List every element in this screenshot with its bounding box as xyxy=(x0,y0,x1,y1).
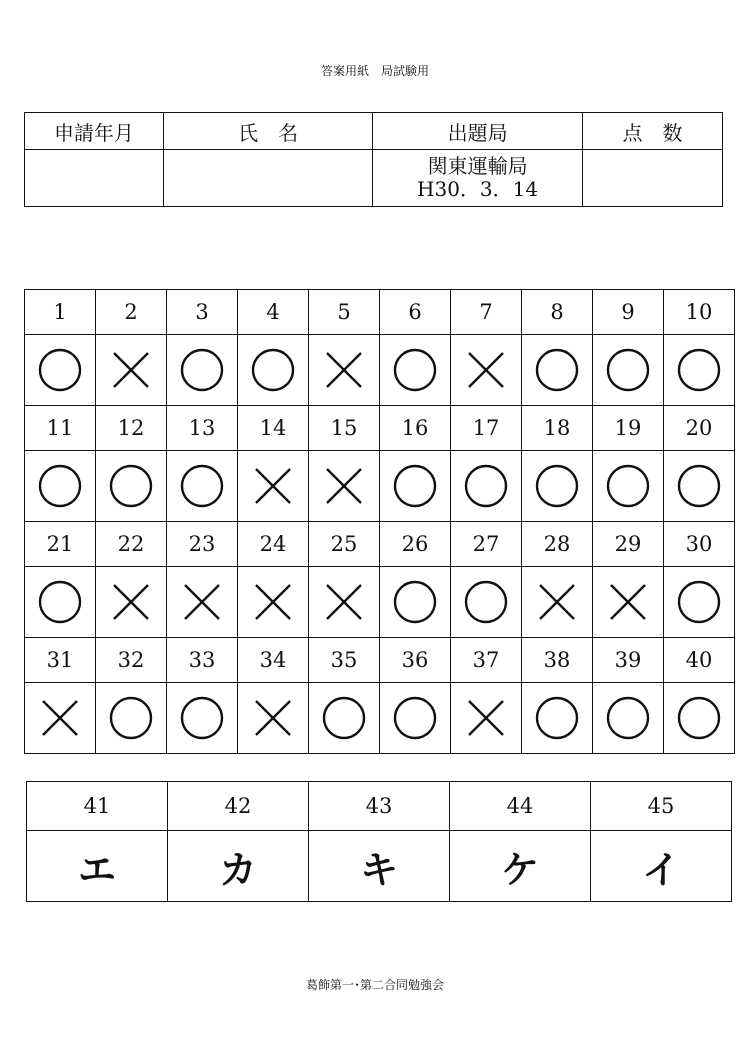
kana-question-number: 44 xyxy=(450,782,591,831)
circle-mark-icon xyxy=(30,572,90,632)
question-number: 38 xyxy=(522,638,593,683)
answer-cell[interactable] xyxy=(380,567,451,638)
answer-cell[interactable] xyxy=(238,683,309,754)
circle-mark-icon xyxy=(598,456,658,516)
answer-cell[interactable] xyxy=(593,683,664,754)
question-number: 4 xyxy=(238,290,309,335)
circle-mark-icon xyxy=(314,688,374,748)
circle-mark-icon xyxy=(385,456,445,516)
answer-cell[interactable] xyxy=(522,451,593,522)
question-number: 17 xyxy=(451,406,522,451)
footer-credit: 葛飾第一･第二合同勉強会 xyxy=(305,978,444,992)
question-number: 31 xyxy=(25,638,96,683)
circle-mark-icon xyxy=(669,456,729,516)
kana-answer-cell[interactable]: エ xyxy=(27,831,168,902)
bureau-name: 関東運輸局 xyxy=(427,154,528,178)
answer-mark-row xyxy=(25,451,735,522)
circle-mark-icon xyxy=(527,456,587,516)
issuing-bureau-value xyxy=(373,150,583,207)
cross-mark-icon xyxy=(243,572,303,632)
answer-mark-row xyxy=(25,567,735,638)
question-number: 18 xyxy=(522,406,593,451)
answer-cell[interactable] xyxy=(25,567,96,638)
question-number: 29 xyxy=(593,522,664,567)
application-month-field[interactable] xyxy=(25,150,164,207)
circle-mark-icon xyxy=(172,688,232,748)
answer-cell[interactable] xyxy=(593,451,664,522)
circle-mark-icon xyxy=(669,688,729,748)
question-number: 15 xyxy=(309,406,380,451)
circle-mark-icon xyxy=(243,340,303,400)
answer-cell[interactable] xyxy=(664,683,735,754)
circle-mark-icon xyxy=(172,340,232,400)
question-number: 33 xyxy=(167,638,238,683)
kana-question-number: 41 xyxy=(27,782,168,831)
question-number: 13 xyxy=(167,406,238,451)
question-number: 5 xyxy=(309,290,380,335)
answer-cell[interactable] xyxy=(238,567,309,638)
circle-mark-icon xyxy=(30,340,90,400)
question-number: 26 xyxy=(380,522,451,567)
circle-mark-icon xyxy=(172,456,232,516)
cross-mark-icon xyxy=(243,456,303,516)
answer-cell[interactable] xyxy=(25,335,96,406)
cross-mark-icon xyxy=(101,572,161,632)
answer-cell[interactable] xyxy=(451,683,522,754)
question-number: 7 xyxy=(451,290,522,335)
question-number-row xyxy=(25,638,735,683)
label-name: 氏 名 xyxy=(163,113,372,150)
circle-mark-icon xyxy=(456,456,516,516)
question-number: 2 xyxy=(96,290,167,335)
question-number: 1 xyxy=(25,290,96,335)
applicant-info-table xyxy=(24,112,723,207)
cross-mark-icon xyxy=(243,688,303,748)
question-number: 28 xyxy=(522,522,593,567)
answer-cell[interactable] xyxy=(451,451,522,522)
true-false-answer-grid xyxy=(24,289,735,754)
score-field[interactable] xyxy=(582,150,722,207)
circle-mark-icon xyxy=(30,456,90,516)
answer-cell[interactable] xyxy=(380,335,451,406)
answer-cell[interactable] xyxy=(664,335,735,406)
answer-cell[interactable] xyxy=(167,335,238,406)
answer-cell[interactable] xyxy=(664,451,735,522)
kana-question-number: 42 xyxy=(168,782,309,831)
kana-question-number: 45 xyxy=(591,782,732,831)
answer-cell[interactable] xyxy=(593,335,664,406)
question-number: 16 xyxy=(380,406,451,451)
answer-mark-row xyxy=(25,335,735,406)
circle-mark-icon xyxy=(669,572,729,632)
answer-cell[interactable] xyxy=(380,451,451,522)
question-number-row xyxy=(25,522,735,567)
question-number: 11 xyxy=(25,406,96,451)
answer-cell[interactable] xyxy=(25,451,96,522)
answer-cell[interactable] xyxy=(309,683,380,754)
kana-number-row xyxy=(27,782,732,831)
answer-cell[interactable] xyxy=(451,335,522,406)
circle-mark-icon xyxy=(385,340,445,400)
answer-cell[interactable] xyxy=(167,451,238,522)
answer-cell[interactable] xyxy=(451,567,522,638)
answer-cell[interactable] xyxy=(522,683,593,754)
answer-cell[interactable] xyxy=(167,683,238,754)
answer-cell[interactable] xyxy=(309,335,380,406)
circle-mark-icon xyxy=(385,688,445,748)
answer-cell[interactable] xyxy=(380,683,451,754)
question-number: 36 xyxy=(380,638,451,683)
question-number: 20 xyxy=(664,406,735,451)
circle-mark-icon xyxy=(598,688,658,748)
question-number: 37 xyxy=(451,638,522,683)
question-number: 35 xyxy=(309,638,380,683)
question-number: 25 xyxy=(309,522,380,567)
cross-mark-icon xyxy=(527,572,587,632)
circle-mark-icon xyxy=(527,688,587,748)
answer-cell[interactable] xyxy=(96,451,167,522)
circle-mark-icon xyxy=(456,572,516,632)
katakana-answer-table xyxy=(26,781,732,902)
label-application-month: 申請年月 xyxy=(25,113,164,150)
question-number: 6 xyxy=(380,290,451,335)
cross-mark-icon xyxy=(456,340,516,400)
cross-mark-icon xyxy=(101,340,161,400)
answer-cell[interactable] xyxy=(96,335,167,406)
cross-mark-icon xyxy=(598,572,658,632)
label-issuing-bureau: 出題局 xyxy=(373,113,583,150)
question-number: 3 xyxy=(167,290,238,335)
answer-mark-row xyxy=(25,683,735,754)
answer-cell[interactable] xyxy=(238,335,309,406)
question-number: 27 xyxy=(451,522,522,567)
label-score: 点 数 xyxy=(582,113,722,150)
kana-answer-cell[interactable]: カ xyxy=(168,831,309,902)
question-number: 14 xyxy=(238,406,309,451)
question-number: 24 xyxy=(238,522,309,567)
answer-cell[interactable] xyxy=(522,567,593,638)
answer-cell[interactable] xyxy=(96,567,167,638)
cross-mark-icon xyxy=(456,688,516,748)
circle-mark-icon xyxy=(101,688,161,748)
answer-cell[interactable] xyxy=(238,451,309,522)
answer-cell[interactable] xyxy=(664,567,735,638)
question-number: 34 xyxy=(238,638,309,683)
question-number: 32 xyxy=(96,638,167,683)
question-number: 19 xyxy=(593,406,664,451)
question-number: 23 xyxy=(167,522,238,567)
exam-date: H30．3．14 xyxy=(417,177,539,201)
answer-cell[interactable] xyxy=(309,567,380,638)
answer-cell[interactable] xyxy=(522,335,593,406)
answer-cell[interactable] xyxy=(25,683,96,754)
question-number: 10 xyxy=(664,290,735,335)
question-number: 30 xyxy=(664,522,735,567)
cross-mark-icon xyxy=(314,340,374,400)
kana-answer-cell[interactable]: イ xyxy=(591,831,732,902)
kana-answer-row xyxy=(27,831,732,902)
cross-mark-icon xyxy=(314,572,374,632)
answer-cell[interactable] xyxy=(593,567,664,638)
kana-answer-cell[interactable]: ケ xyxy=(450,831,591,902)
question-number: 21 xyxy=(25,522,96,567)
answer-cell[interactable] xyxy=(167,567,238,638)
question-number-row xyxy=(25,406,735,451)
page-title: 答案用紙 局試験用 xyxy=(320,64,429,78)
circle-mark-icon xyxy=(527,340,587,400)
question-number: 40 xyxy=(664,638,735,683)
question-number: 12 xyxy=(96,406,167,451)
question-number: 9 xyxy=(593,290,664,335)
cross-mark-icon xyxy=(30,688,90,748)
circle-mark-icon xyxy=(385,572,445,632)
name-field[interactable] xyxy=(163,150,372,207)
circle-mark-icon xyxy=(669,340,729,400)
kana-question-number: 43 xyxy=(309,782,450,831)
question-number-row xyxy=(25,290,735,335)
answer-cell[interactable] xyxy=(96,683,167,754)
question-number: 22 xyxy=(96,522,167,567)
cross-mark-icon xyxy=(314,456,374,516)
kana-answer-cell[interactable]: キ xyxy=(309,831,450,902)
circle-mark-icon xyxy=(101,456,161,516)
question-number: 39 xyxy=(593,638,664,683)
cross-mark-icon xyxy=(172,572,232,632)
question-number: 8 xyxy=(522,290,593,335)
circle-mark-icon xyxy=(598,340,658,400)
answer-cell[interactable] xyxy=(309,451,380,522)
